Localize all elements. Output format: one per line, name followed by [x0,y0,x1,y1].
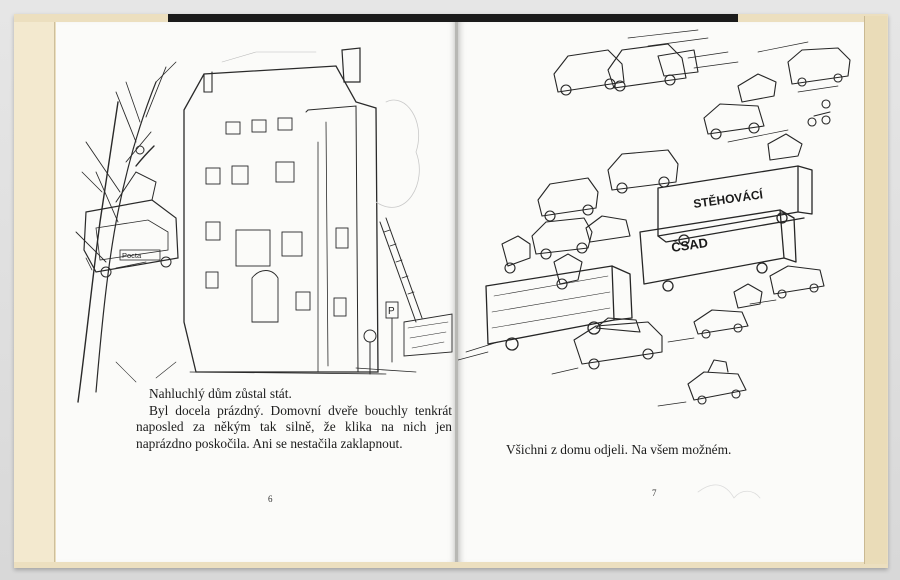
left-page [56,22,456,562]
paragraph-2: Byl docela prázdný. Domovní dveře bouchly tenkrát naposled za někým tak silně, že klika na nich jen naprázdno poskočila. Ani se nestačila zaklapnout. [136,402,452,451]
caption-text: Všichni z domu odjeli. Na všem možném. [506,442,732,457]
right-page [458,22,864,562]
spine-top [168,14,738,22]
parking-sign-letter: P [388,306,395,317]
left-page-text [136,386,452,452]
truck-label-csad: ČSAD [670,234,709,255]
cover-edge-right [864,16,887,564]
cover-edge-left [14,22,55,562]
page-number-right: 7 [652,488,657,498]
page-number-left: 6 [268,494,273,504]
svg-text:Pocta: Pocta [122,251,142,260]
truck-labels [458,22,864,562]
truck-label-stehovaci: STĚHOVÁCÍ [692,187,764,211]
paragraph-1: Nahluchlý dům zůstal stát. [149,386,292,401]
truck-sign-text [56,22,456,562]
